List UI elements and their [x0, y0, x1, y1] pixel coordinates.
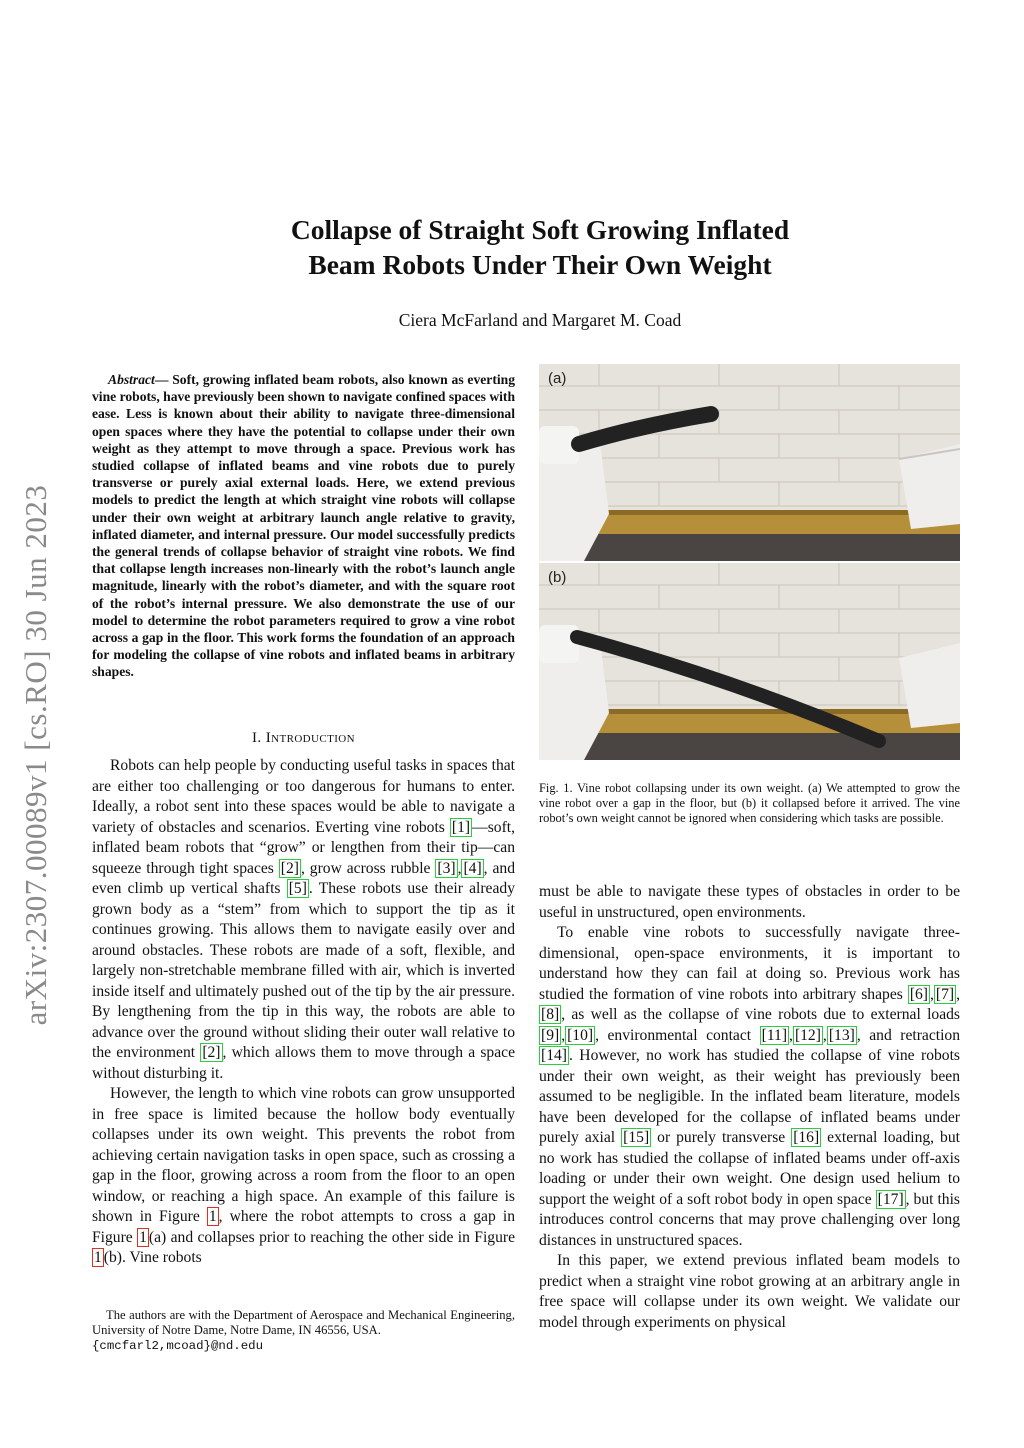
citation-link[interactable]: [15] [623, 1129, 650, 1146]
citation-link[interactable]: [14] [541, 1047, 567, 1064]
abstract [92, 371, 515, 681]
vine-robot-photo-a [539, 364, 960, 561]
figure-panel-a [539, 364, 960, 561]
title-line-1: Collapse of Straight Soft Growing Inflated [290, 214, 790, 245]
citation-link[interactable]: [6] [909, 985, 928, 1003]
panel-a-label: (a) [548, 370, 567, 387]
figure-reference-link[interactable]: 1 [139, 1228, 147, 1246]
citation-link[interactable]: [8] [541, 1006, 560, 1023]
citation-link[interactable]: [1] [451, 818, 471, 836]
panel-b-label: (b) [548, 569, 567, 586]
figure-reference-link[interactable]: 1 [94, 1249, 102, 1266]
citation-link[interactable]: [11] [761, 1026, 788, 1044]
author-list: Ciera McFarland and Margaret M. Coad [398, 310, 682, 330]
figure-reference-link[interactable]: 1 [208, 1208, 217, 1225]
title-line-2: Beam Robots Under Their Own Weight [308, 249, 772, 280]
right-paragraph-2: To enable vine robots to successfully navigate three-dimensional, open-space environments, it is important to understand how they can fail at doing so. Previous work has studied the formation of vine robots into arbitrary shapes [6] , [7] ,[8] , as well as the collapse of vine robots due to external loads [9] , [10] , environmental contact [11] , [12] , [13] , and retraction [14] . However, no work has studied the collapse of vine robots under their own weight, as their weight has previously been assumed to be negligible. In the inflated beam literature, models have been developed for the collapse of inflated beams under purely axial [15] or purely transverse [16] external loading, but no work has studied the collapse of inflated beams under off-axis loading or under their own weight. One design used helium to support the weight of a soft robot body in open space [17] , but this introduces control concerns that may prove challenging over long distances in unstructured spaces. [539, 924, 961, 1249]
intro-column-right [539, 882, 960, 1333]
citation-link[interactable]: [2] [202, 1044, 221, 1061]
arxiv-identifier: arXiv:2307.00089v1 [cs.RO] 30 Jun 2023 [18, 484, 53, 1026]
citation-link[interactable]: [12] [794, 1026, 821, 1044]
section-heading: I. Introduction [252, 730, 355, 746]
paper-title [140, 212, 940, 282]
author-footnote: The authors are with the Department of Aerospace and Mechanical Engineering, University of Notre Dame, Notre Dame, IN 46556, USA. {cmcfarl2,mcoad}@nd.edu [92, 1308, 515, 1354]
intro-paragraph-1: Robots can help people by conducting useful tasks in spaces that are either too challenging or too dangerous for humans to enter. Ideally, a robot sent into these spaces would be able to navigate a variety of obstacles and scenarios. Everting vine robots [1] —soft, inflated beam robots that “grow” or lengthen from their tip—can squeeze through tight spaces [2] , grow across rubble [3] , [4] , and even climb up vertical shafts [5] . These robots use their already grown body as a “stem” from which to support the tip as it continues growing. This allows them to navigate easily over and around obstacles. These robots are made of a soft, flexible, and largely non-stretchable membrane filled with air, which is inverted inside itself and ultimately pushed out of the tip by the air pressure. By lengthening from the tip in this way, the robots are able to advance over the ground without sliding their outer wall relative to the environment [2] , which allows them to move through a space without disturbing it. [92, 757, 515, 1082]
abstract-text: — Soft, growing inflated beam robots, also known as everting vine robots, have previously been shown to navigate confined spaces with ease. Less is known about their ability to navigate three-dimensional open spaces where they have the potential to collapse under their own weight as they attempt to move through a space. Previous work has studied collapse of inflated beams and vine robots due to purely transverse or purely axial external loads. Here, we extend previous models to predict the length at which straight vine robots will collapse under their own weight at arbitrary launch angle relative to gravity, inflated diameter, and internal pressure. Our model successfully predicts the general trends of collapse behavior of straight vine robots. We find that collapse length increases non-linearly with the robot’s launch angle magnitude, linearly with the robot’s diameter, and with the square root of the robot’s internal pressure. We also demonstrate the use of our model to determine the robot parameters required to grow a vine robot across a gap in the floor. This work forms the foundation of an approach for modeling the collapse of vine robots and inflated beams in arbitrary shapes. [92, 372, 515, 680]
abstract-label: Abstract [108, 372, 155, 387]
citation-link[interactable]: [7] [935, 985, 955, 1003]
citation-link[interactable]: [13] [828, 1026, 855, 1044]
right-paragraph-1: must be able to navigate these types of obstacles in order to be useful in unstructured, open environments. [539, 883, 960, 921]
citation-link[interactable]: [2] [280, 859, 299, 877]
citation-link[interactable]: [10] [567, 1026, 594, 1044]
figure-caption: Fig. 1. Vine robot collapsing under its own weight. (a) We attempted to grow the vine robot over a gap in the floor, but (b) it collapsed before it arrived. The vine robot’s own weight cannot be ignored when considering which tasks are possible. [539, 781, 960, 826]
citation-link[interactable]: [4] [463, 859, 482, 877]
vine-robot-photo-b [539, 563, 960, 760]
citation-link[interactable]: [17] [877, 1190, 904, 1208]
citation-link[interactable]: [5] [288, 880, 307, 897]
citation-link[interactable]: [3] [437, 859, 456, 877]
intro-column-left [92, 756, 515, 1269]
intro-paragraph-2: However, the length to which vine robots can grow unsupported in free space is limited because the hollow body eventually collapses under its own weight. This prevents the robot from achieving certain navigation tasks in open space, such as crossing a gap in the floor, growing across a room from the floor to an open window, or reaching a high space. An example of this failure is shown in Figure 1 , where the robot attempts to cross a gap in Figure 1 (a) and collapses prior to reaching the other side in Figure 1 (b). Vine robots [92, 1085, 515, 1266]
author-email[interactable]: {cmcfarl2,mcoad}@nd.edu [92, 1339, 264, 1354]
citation-link[interactable]: [16] [793, 1129, 820, 1146]
citation-link[interactable]: [9] [541, 1026, 560, 1044]
figure-1 [539, 364, 960, 760]
figure-panel-b [539, 563, 960, 760]
right-paragraph-3: In this paper, we extend previous inflated beam models to predict when a straight vine robot growing at an arbitrary angle in free space will collapse under its own weight. We validate our model through experiments on physical [539, 1252, 960, 1331]
